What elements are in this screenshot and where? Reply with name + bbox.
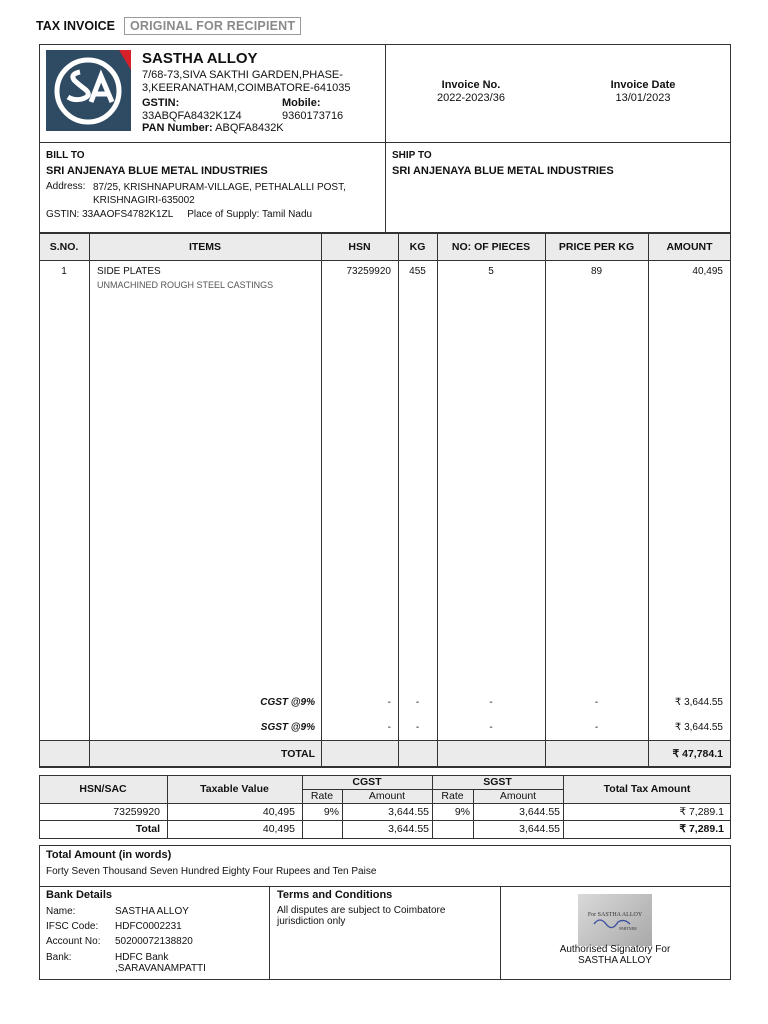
sgst-amount: ₹ 3,644.55 <box>674 722 723 733</box>
summary-header-taxable: Taxable Value <box>200 783 269 795</box>
summary-sgst-rate: 9% <box>454 806 470 818</box>
total-label: TOTAL <box>280 748 315 760</box>
bank-account-number: 50200072138820 <box>115 936 193 947</box>
summary-sgst-amount: 3,644.55 <box>519 806 560 818</box>
bank-account-name: SASTHA ALLOY <box>115 906 189 917</box>
summary-header-cgst-rate: Rate <box>310 790 334 802</box>
company-mobile-label: Mobile: <box>282 97 321 109</box>
bank-ifsc: HDFC0002231 <box>115 921 182 932</box>
col-header-kg: KG <box>409 241 426 253</box>
bank-name: HDFC Bank ,SARAVANAMPATTI <box>115 952 206 974</box>
col-line <box>89 740 90 767</box>
bill-to-address-label: Address: <box>46 181 86 192</box>
company-gstin: 33ABQFA8432K1Z4 <box>142 110 242 122</box>
col-line <box>545 233 546 768</box>
cgst-pieces: - <box>489 697 493 708</box>
col-header-amount: AMOUNT <box>666 241 713 253</box>
col-line <box>545 740 546 767</box>
col-header-price: PRICE PER KG <box>558 241 635 253</box>
sgst-hsn: - <box>387 722 391 733</box>
cgst-amount: ₹ 3,644.55 <box>674 697 723 708</box>
summary-header-sgst: SGST <box>483 776 512 788</box>
col-line <box>648 233 649 768</box>
col-line <box>398 740 399 767</box>
amount-words: Forty Seven Thousand Seven Hundred Eighty Four Rupees and Ten Paise <box>46 866 377 877</box>
item-name: SIDE PLATES <box>97 266 161 277</box>
cgst-kg: - <box>415 697 420 708</box>
summary-total-label: Total <box>135 823 160 835</box>
invoice-date: Invoice Date 13/01/2023 <box>610 79 676 104</box>
col-line <box>437 740 438 767</box>
summary-total-amount: ₹ 7,289.1 <box>679 823 724 835</box>
col-line <box>269 886 270 980</box>
bank-details-title: Bank Details <box>46 889 113 901</box>
col-header-hsn: HSN <box>348 241 371 253</box>
summary-total: ₹ 7,289.1 <box>679 806 724 818</box>
col-header-pieces: NO: OF PIECES <box>451 241 531 253</box>
summary-header-total: Total Tax Amount <box>603 783 691 795</box>
summary-hsn: 73259920 <box>113 806 160 818</box>
svg-text:For SASTHA ALLOY: For SASTHA ALLOY <box>587 912 643 918</box>
summary-header-sgst-rate: Rate <box>441 790 464 802</box>
signature-stamp <box>578 894 652 946</box>
sgst-price: - <box>594 722 599 733</box>
col-line <box>398 233 399 768</box>
ship-to-label: SHIP TO <box>392 150 432 161</box>
company-pan: PAN Number: ABQFA8432K <box>142 122 284 134</box>
row-line <box>39 886 731 887</box>
summary-cgst-rate: 9% <box>323 806 339 818</box>
bill-to-gstin: GSTIN: 33AAOFS4782K1ZL Place of Supply: Tamil Nadu <box>46 209 313 220</box>
summary-header-sgst-amount: Amount <box>499 790 537 802</box>
items-table <box>39 233 731 768</box>
company-gstin-label: GSTIN: <box>142 97 180 109</box>
col-header-sno: S.NO. <box>49 241 79 253</box>
col-line <box>437 233 438 768</box>
bank-name-label: Name: <box>46 906 76 917</box>
cgst-hsn: - <box>387 697 391 708</box>
col-line <box>89 233 90 768</box>
amount-words-label: Total Amount (in words) <box>46 849 172 861</box>
item-hsn: 73259920 <box>346 266 391 277</box>
company-logo <box>46 50 131 131</box>
sgst-label: SGST @9% <box>260 722 315 733</box>
col-line <box>321 233 322 768</box>
recipient-badge: ORIGINAL FOR RECIPIENT <box>124 17 301 35</box>
items-header-line <box>39 260 731 261</box>
ship-to-name: SRI ANJENAYA BLUE METAL INDUSTRIES <box>392 165 614 177</box>
bill-to-name: SRI ANJENAYA BLUE METAL INDUSTRIES <box>46 165 268 177</box>
bank-label: Bank: <box>46 952 72 963</box>
place-of-supply: Place of Supply: Tamil Nadu <box>187 209 313 220</box>
item-pieces: 5 <box>488 266 494 277</box>
bill-to-address: 87/25, KRISHNAPURAM-VILLAGE, PETHALALLI POST, KRISHNAGIRI-635002 <box>93 182 346 206</box>
company-name: SASTHA ALLOY <box>142 50 258 67</box>
summary-header-cgst-amount: Amount <box>368 790 406 802</box>
sgst-kg: - <box>415 722 420 733</box>
item-amount: 40,495 <box>692 266 723 277</box>
bill-to-label: BILL TO <box>46 150 85 161</box>
cgst-price: - <box>594 697 599 708</box>
item-price: 89 <box>590 266 603 277</box>
header-separator <box>39 142 731 143</box>
cgst-label: CGST @9% <box>260 697 315 708</box>
bank-ifsc-label: IFSC Code: <box>46 921 99 932</box>
row-line <box>39 803 731 804</box>
summary-header-cgst: CGST <box>352 776 382 788</box>
summary-header-hsn: HSN/SAC <box>79 783 127 795</box>
summary-total-sgst: 3,644.55 <box>519 823 560 835</box>
total-amount: ₹ 47,784.1 <box>672 748 723 760</box>
terms-text: All disputes are subject to Coimbatore jurisdiction only <box>277 905 446 927</box>
col-line <box>321 740 322 767</box>
summary-total-cgst: 3,644.55 <box>388 823 429 835</box>
svg-text:PARTNER: PARTNER <box>619 926 637 931</box>
col-line <box>500 886 501 980</box>
summary-cgst-amount: 3,644.55 <box>388 806 429 818</box>
company-address: 7/68-73,SIVA SAKTHI GARDEN,PHASE-3,KEERANATHAM,COIMBATORE-641035 <box>142 69 351 94</box>
company-mobile: 9360173716 <box>282 110 344 122</box>
sgst-pieces: - <box>489 722 493 733</box>
document-header <box>36 16 301 36</box>
authorised-signatory: Authorised Signatory For SASTHA ALLOY <box>559 944 671 966</box>
header-divider <box>385 44 386 233</box>
col-header-items: ITEMS <box>188 241 222 253</box>
summary-taxable: 40,495 <box>262 806 295 818</box>
item-kg: 455 <box>409 266 426 277</box>
item-description: UNMACHINED ROUGH STEEL CASTINGS <box>97 280 274 290</box>
terms-title: Terms and Conditions <box>277 889 393 901</box>
summary-total-taxable: 40,495 <box>262 823 295 835</box>
document-title: TAX INVOICE <box>36 19 115 33</box>
item-sno: 1 <box>61 266 67 277</box>
bank-account-label: Account No: <box>46 936 101 947</box>
row-line <box>39 820 731 821</box>
invoice-number: Invoice No. 2022-2023/36 <box>437 79 505 104</box>
